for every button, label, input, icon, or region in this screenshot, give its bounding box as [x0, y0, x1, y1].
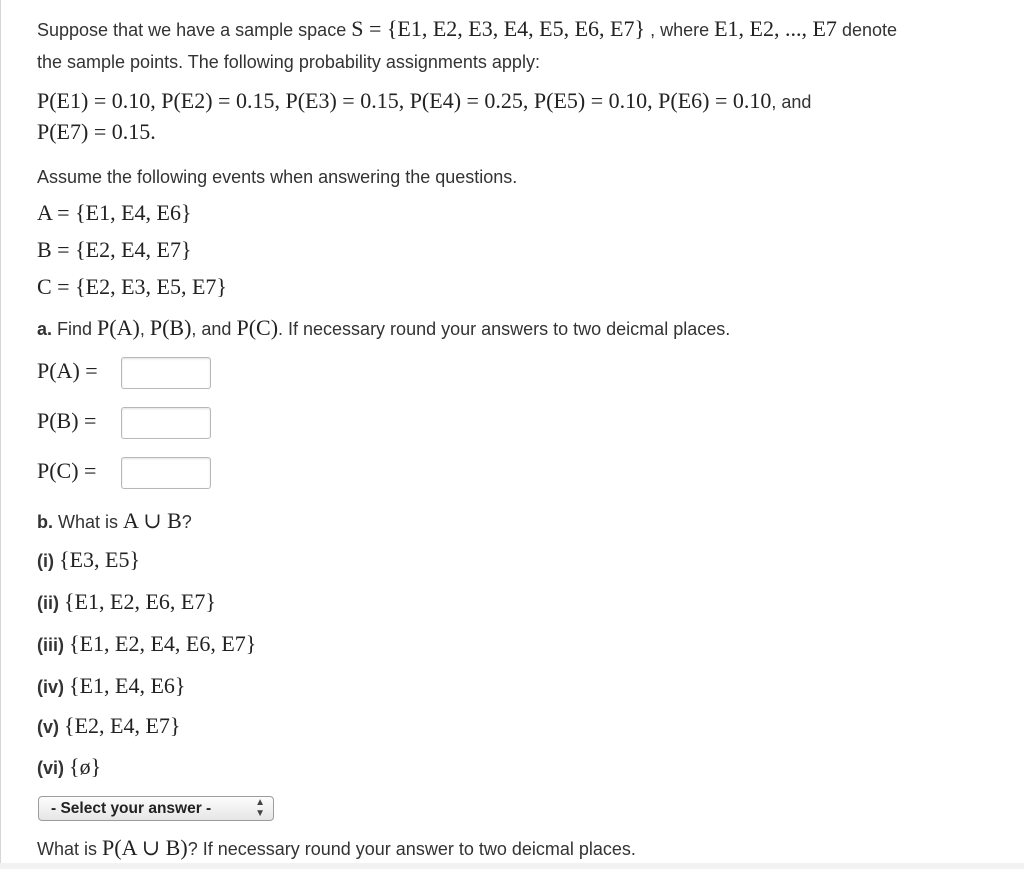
probability-e7: P(E7) = 0.15. [37, 119, 156, 144]
events-intro: Assume the following events when answering the questions. [37, 167, 518, 187]
part-b-label: b. [37, 512, 53, 532]
option-set: {E1, E4, E6} [69, 673, 186, 698]
option-set: {E1, E2, E4, E6, E7} [69, 631, 257, 656]
option-set: {E1, E2, E6, E7} [64, 589, 216, 614]
option-label: (ii) [37, 593, 59, 613]
part-a-question [37, 315, 730, 341]
option-label: (iii) [37, 635, 64, 655]
option-vi [37, 754, 101, 780]
option-v [37, 713, 180, 739]
select-label: - Select your answer - [51, 800, 212, 817]
part-a-pa: P(A) [97, 315, 140, 340]
option-iv [37, 673, 185, 699]
option-label: (v) [37, 717, 59, 737]
pb-answer-input[interactable] [121, 407, 211, 439]
part-a-sep: , [139, 319, 150, 339]
part-b-question [37, 508, 192, 534]
probabilities-line-2 [37, 119, 156, 145]
pb-label: P(B) = [37, 408, 97, 433]
part-b-union: A ∪ B [123, 508, 182, 533]
bottom-band [0, 863, 1024, 869]
option-set: {ø} [69, 754, 102, 779]
part-a-text: Find [52, 319, 98, 339]
part-a-instructions: . If necessary round your answers to two deicmal places. [278, 319, 731, 339]
answer-select-dropdown[interactable] [38, 796, 274, 821]
prob-union: P(A ∪ B) [102, 835, 188, 860]
part-b-qmark: ? [181, 512, 192, 532]
intro-line-1 [37, 16, 897, 42]
option-ii [37, 589, 216, 615]
intro-denote: denote [841, 20, 897, 40]
option-set: {E2, E4, E7} [64, 713, 181, 738]
pa-answer-input[interactable] [121, 357, 211, 389]
event-a: A = {E1, E4, E6} [37, 200, 192, 225]
sample-points: E1, E2, ..., E7 [714, 16, 837, 41]
part-b-text: What is [53, 512, 124, 532]
part-a-pc: P(C) [236, 315, 279, 340]
pa-label: P(A) = [37, 358, 98, 383]
prob-instructions: ? If necessary round your answer to two deicmal places. [187, 839, 636, 859]
probabilities-line-1 [37, 88, 811, 114]
prob-text: What is [37, 839, 103, 859]
intro-line-2: the sample points. The following probability assignments apply: [37, 52, 540, 72]
probabilities-and: , and [771, 92, 812, 112]
event-c: C = {E2, E3, E5, E7} [37, 274, 227, 299]
event-b: B = {E2, E4, E7} [37, 237, 192, 262]
part-a-label: a. [37, 319, 53, 339]
part-a-and: , and [191, 319, 237, 339]
probabilities: P(E1) = 0.10, P(E2) = 0.15, P(E3) = 0.15, P(E4) = 0.25, P(E5) = 0.10, P(E6) = 0.10 [37, 88, 772, 113]
option-set: {E3, E5} [59, 547, 141, 572]
option-i [37, 547, 140, 573]
part-b-probability-question [37, 835, 636, 861]
option-label: (iv) [37, 677, 64, 697]
option-label: (vi) [37, 758, 64, 778]
pc-answer-input[interactable] [121, 457, 211, 489]
option-iii [37, 631, 256, 657]
updown-arrow-icon: ▲ ▼ [255, 797, 265, 819]
intro-where: , where [650, 20, 715, 40]
sample-space-set: S = {E1, E2, E3, E4, E5, E6, E7} [351, 16, 646, 41]
part-a-pb: P(B) [149, 315, 192, 340]
pc-label: P(C) = [37, 458, 97, 483]
option-label: (i) [37, 551, 54, 571]
left-border [0, 0, 1, 869]
intro-text: Suppose that we have a sample space [37, 20, 352, 40]
